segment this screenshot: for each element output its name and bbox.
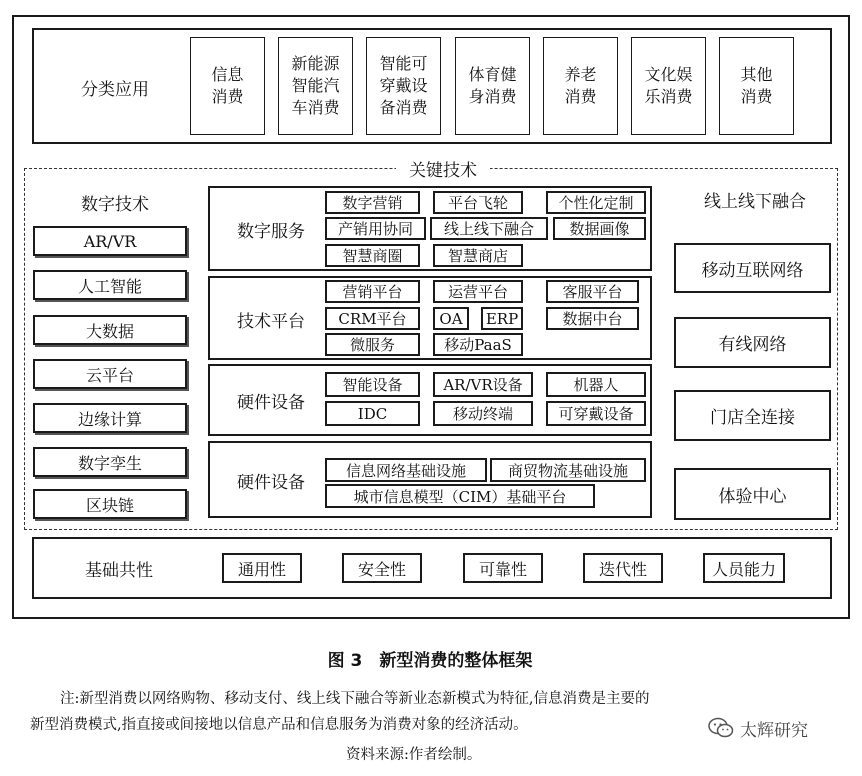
base-universality: 通用性 bbox=[222, 553, 302, 583]
fusion-experience-center: 体验中心 bbox=[674, 468, 831, 520]
base-iteration: 迭代性 bbox=[583, 553, 663, 583]
digital-tech-title: 数字技术 bbox=[81, 194, 149, 215]
app-elderly-consumption: 养老 消费 bbox=[543, 37, 618, 135]
base-security: 安全性 bbox=[342, 553, 422, 583]
note-line-2: 新型消费模式,指直接或间接地以信息产品和信息服务为消费对象的经济活动。 bbox=[30, 717, 528, 733]
tag-cim-platform: 城市信息模型（CIM）基础平台 bbox=[325, 484, 595, 508]
row-digital-services-label: 数字服务 bbox=[237, 221, 305, 242]
digital-tech-edge: 边缘计算 bbox=[33, 403, 187, 433]
digital-tech-big-data: 大数据 bbox=[33, 315, 187, 345]
fusion-store-connection: 门店全连接 bbox=[674, 390, 831, 441]
tag-smart-store: 智慧商店 bbox=[433, 244, 523, 267]
tag-online-offline: 线上线下融合 bbox=[430, 217, 548, 240]
digital-tech-blockchain: 区块链 bbox=[33, 489, 187, 519]
category-apps-label: 分类应用 bbox=[81, 79, 149, 100]
tag-service-platform: 客服平台 bbox=[546, 280, 639, 303]
tag-mobile-terminal: 移动终端 bbox=[433, 401, 533, 426]
watermark-text: 太辉研究 bbox=[740, 720, 808, 741]
tag-idc: IDC bbox=[325, 401, 420, 426]
row-tech-platform-label: 技术平台 bbox=[237, 311, 305, 332]
tag-arvr-device: AR/VR设备 bbox=[433, 372, 533, 397]
row-infrastructure-label: 硬件设备 bbox=[237, 472, 305, 493]
tag-data-profile: 数据画像 bbox=[553, 217, 646, 240]
tag-microservice: 微服务 bbox=[325, 333, 420, 356]
digital-tech-ai: 人工智能 bbox=[33, 270, 187, 300]
watermark bbox=[708, 714, 858, 742]
tag-data-middle-platform: 数据中台 bbox=[546, 307, 639, 330]
tag-logistics-infra: 商贸物流基础设施 bbox=[490, 458, 646, 482]
base-personnel: 人员能力 bbox=[703, 553, 785, 583]
fusion-wired-network: 有线网络 bbox=[674, 317, 831, 368]
app-other-consumption: 其他 消费 bbox=[719, 37, 794, 135]
base-reliability: 可靠性 bbox=[463, 553, 543, 583]
tag-personalization: 个性化定制 bbox=[546, 191, 646, 214]
digital-tech-cloud: 云平台 bbox=[33, 359, 187, 389]
basic-commonality-label: 基础共性 bbox=[85, 560, 153, 581]
row-hardware-devices-label: 硬件设备 bbox=[237, 392, 305, 413]
tag-crm-platform: CRM平台 bbox=[325, 307, 420, 330]
tag-robot: 机器人 bbox=[546, 372, 646, 397]
wechat-icon bbox=[708, 717, 734, 739]
digital-tech-twin: 数字孪生 bbox=[33, 447, 187, 477]
digital-tech-ar-vr: AR/VR bbox=[33, 226, 187, 256]
tag-marketing-platform: 营销平台 bbox=[325, 280, 420, 303]
app-nev-consumption: 新能源 智能汽 车消费 bbox=[278, 37, 353, 135]
app-info-consumption: 信息 消费 bbox=[190, 37, 265, 135]
tag-erp: ERP bbox=[481, 307, 523, 330]
app-sports-consumption: 体育健 身消费 bbox=[455, 37, 530, 135]
tag-oa: OA bbox=[433, 307, 469, 330]
fusion-mobile-internet: 移动互联网络 bbox=[674, 243, 831, 293]
tag-smart-device: 智能设备 bbox=[325, 372, 420, 397]
figure-caption: 图 3 新型消费的整体框架 bbox=[327, 650, 533, 671]
tag-operation-platform: 运营平台 bbox=[433, 280, 523, 303]
tag-platform-flywheel: 平台飞轮 bbox=[433, 191, 523, 214]
tag-digital-marketing: 数字营销 bbox=[325, 191, 420, 214]
note-line-1: 注:新型消费以网络购物、移动支付、线上线下融合等新业态新模式为特征,信息消费是主要的 bbox=[60, 691, 650, 707]
tag-mobile-paas: 移动PaaS bbox=[433, 333, 523, 356]
key-tech-title: 关键技术 bbox=[396, 155, 490, 181]
app-wearable-consumption: 智能可 穿戴设 备消费 bbox=[366, 37, 441, 135]
tag-coproduction: 产销用协同 bbox=[325, 217, 426, 240]
source-note: 资料来源:作者绘制。 bbox=[346, 747, 482, 763]
tag-info-network-infra: 信息网络基础设施 bbox=[325, 458, 487, 482]
tag-wearable-device: 可穿戴设备 bbox=[546, 401, 646, 426]
tag-smart-district: 智慧商圈 bbox=[325, 244, 420, 267]
fusion-title: 线上线下融合 bbox=[704, 191, 806, 212]
app-culture-consumption: 文化娱 乐消费 bbox=[631, 37, 706, 135]
